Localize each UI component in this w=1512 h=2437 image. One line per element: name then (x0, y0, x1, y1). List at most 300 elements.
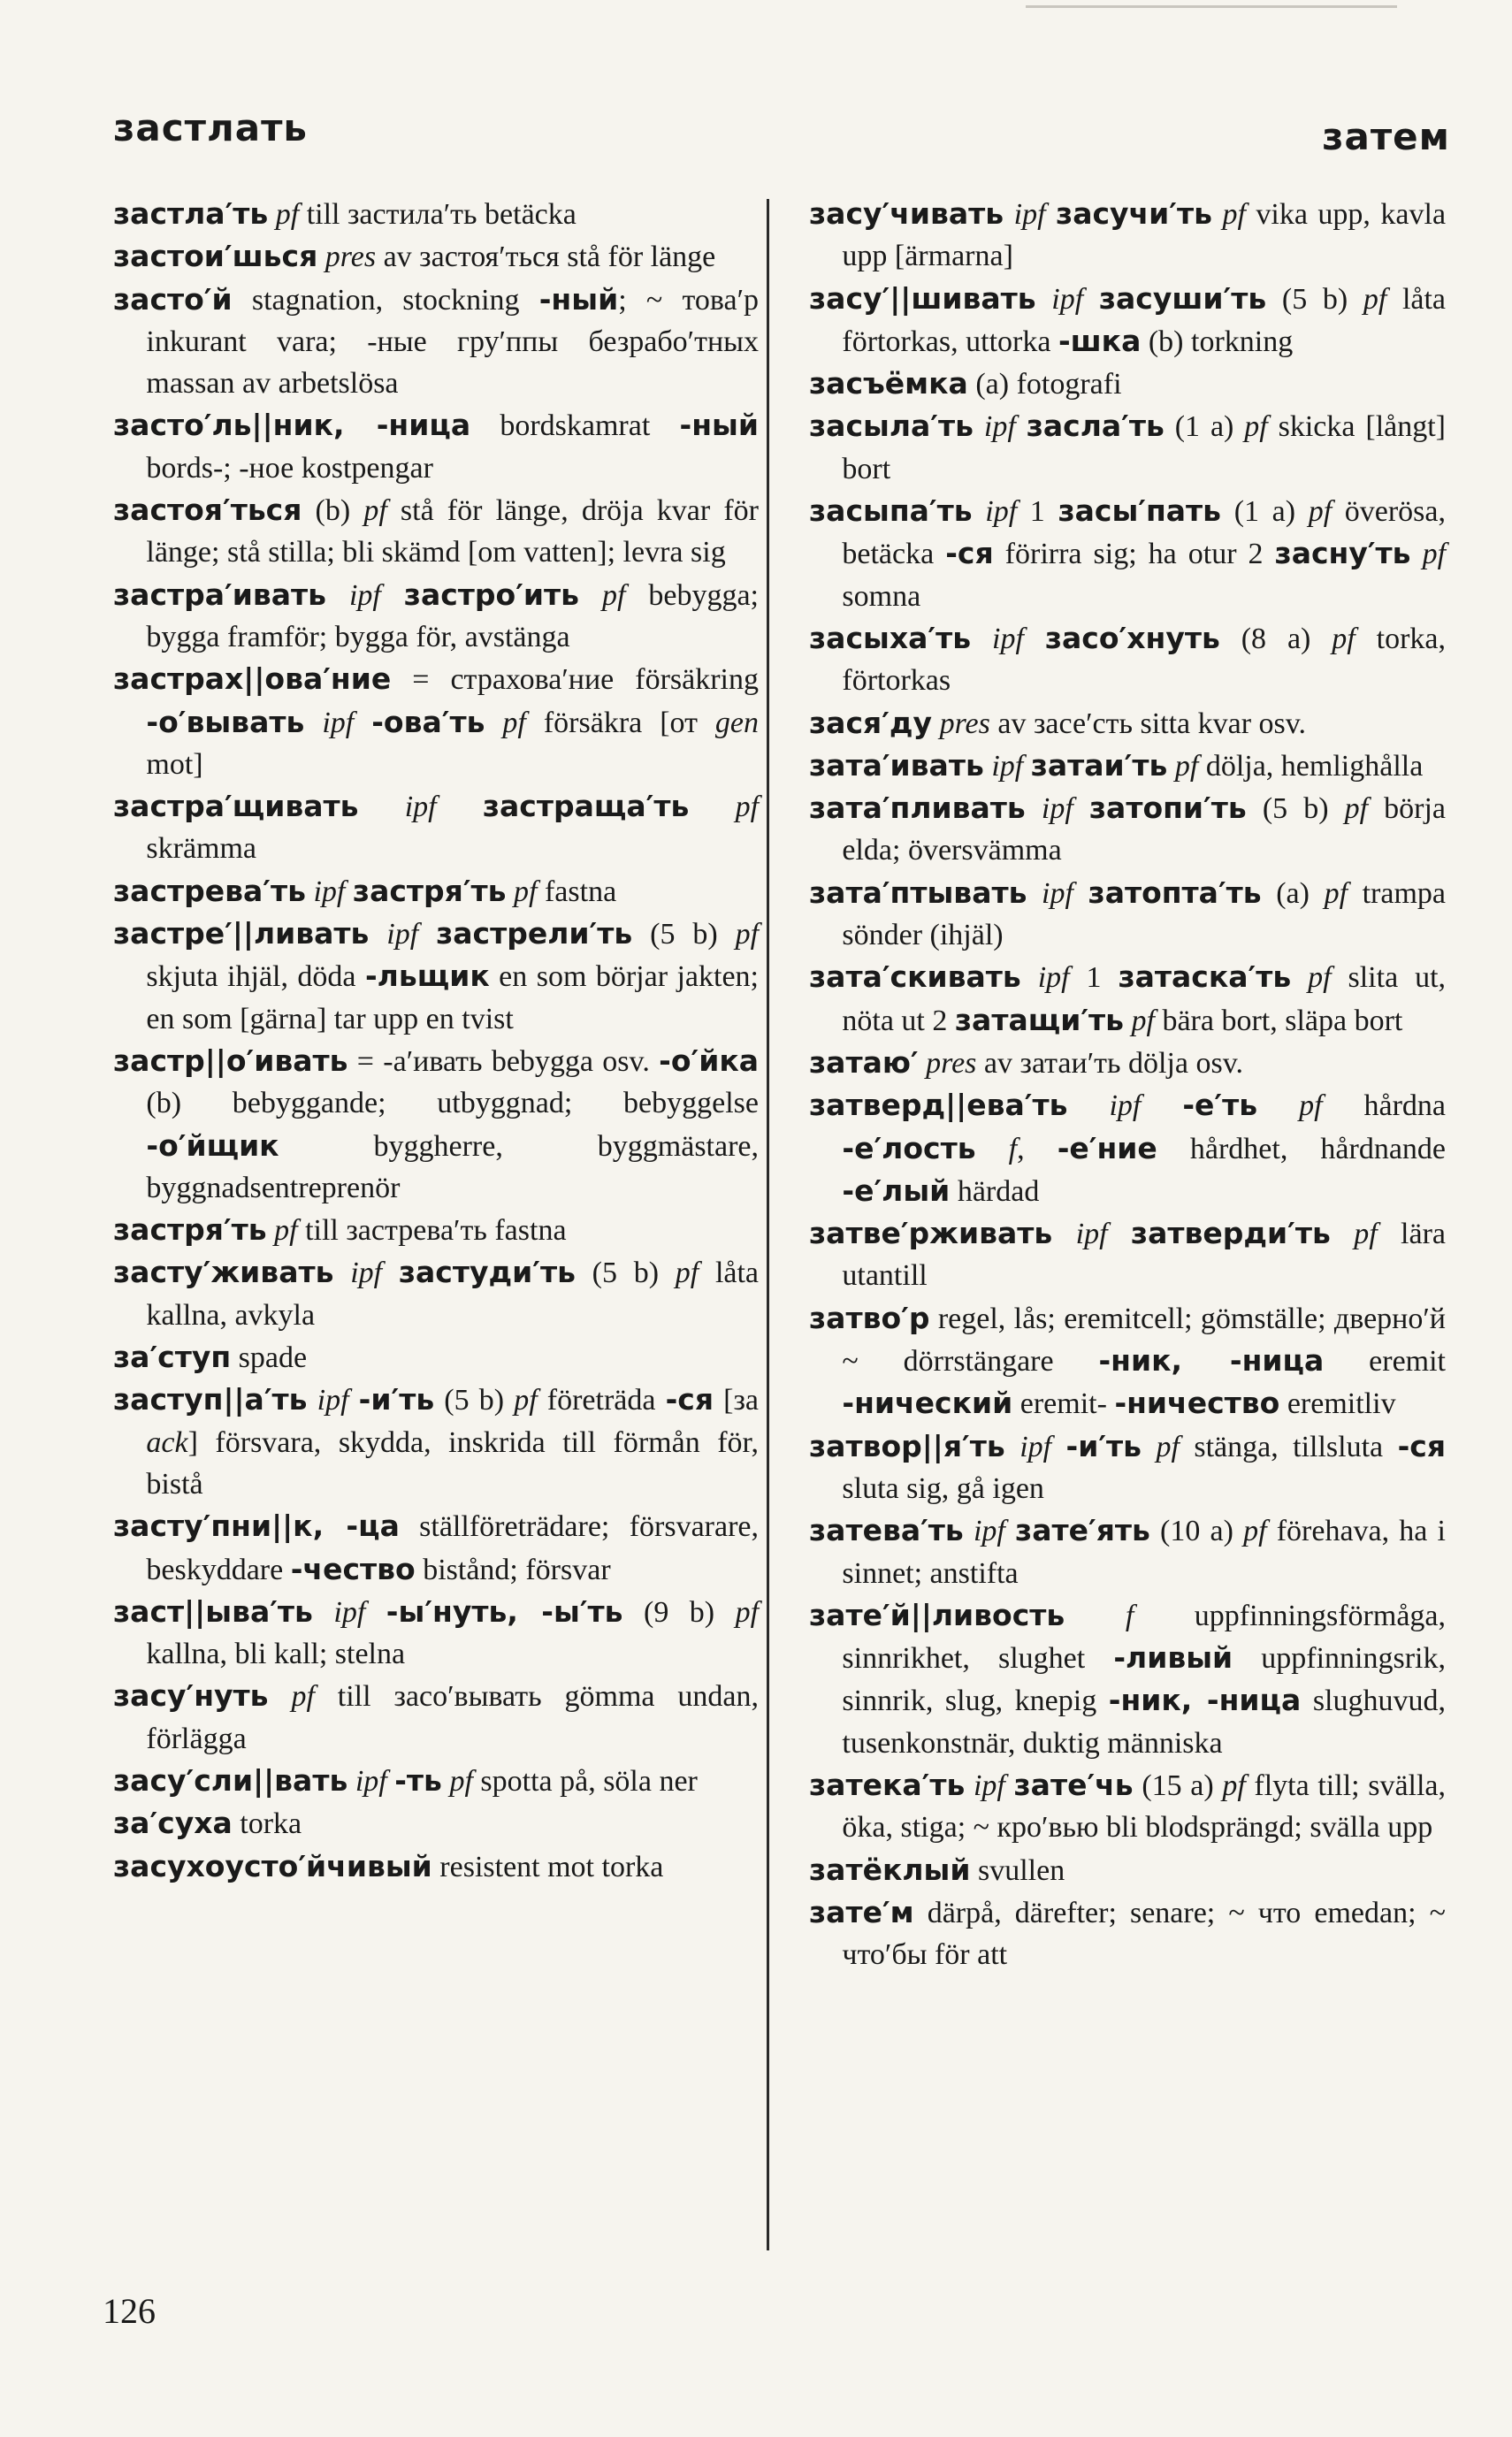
headword: зата′ивать (809, 747, 984, 783)
entry-text: uppfinningsrik, sinnrik, slug, knepig (842, 1642, 1447, 1718)
headword: застоя′ться (113, 493, 302, 528)
headword: -ник, -ница (1108, 1683, 1302, 1718)
entry-text (1005, 1431, 1019, 1463)
headword: затащи′ть (954, 1002, 1125, 1037)
right-column (809, 193, 1446, 1975)
entry-text (1024, 623, 1045, 655)
grammar-label: pf (514, 1384, 538, 1417)
entry-text (973, 495, 986, 528)
headword: затво′р (809, 1300, 930, 1335)
entry-text: (15 a) (1133, 1769, 1223, 1802)
headword: засто′ль||ник, -ница (113, 408, 471, 443)
entry-text (1124, 1005, 1132, 1037)
grammar-label: pf (1244, 410, 1268, 444)
entry-text (1108, 1218, 1131, 1250)
entry-text: (9 b) (622, 1595, 736, 1629)
entry-text (1212, 198, 1222, 231)
dictionary-entry (113, 1379, 759, 1505)
headword: застре′||ливать (113, 916, 370, 951)
entry-text: försäkra [от (525, 706, 715, 739)
headword: -и′ть (358, 1382, 435, 1417)
entry-text: börja elda; översvämma (842, 792, 1447, 867)
entry-text (1005, 1769, 1014, 1802)
grammar-label: pf (735, 918, 760, 951)
headword: засу′сли||вать (113, 1762, 348, 1798)
headword: засту′пни||к, -ца (113, 1509, 400, 1544)
dictionary-entry (113, 279, 759, 405)
entry-text (974, 410, 984, 443)
grammar-label: ipf (313, 875, 346, 908)
column-divider (767, 199, 769, 2250)
headword: застро′ить (403, 577, 580, 612)
entry-text (1067, 1089, 1109, 1122)
entry-text: = страхова′ние försäkring (391, 663, 759, 697)
grammar-label: pf (449, 1764, 473, 1798)
headword: засыпа′ть (809, 493, 973, 529)
entry-text: ; ~ това′р inkurant vara; -ные гру′ппы безрабо′тных massan av arbetslösa (146, 283, 760, 401)
entry-text: (a) (1261, 876, 1325, 910)
entry-text (308, 1384, 317, 1417)
headword: -и′ть (1065, 1428, 1142, 1463)
entry-text: låta förtorkas, uttorka (842, 282, 1447, 358)
grammar-label: pf (1308, 961, 1332, 995)
entry-text (1142, 1431, 1156, 1463)
grammar-label: pf (1299, 1089, 1323, 1123)
grammar-label: ipf (992, 622, 1024, 655)
dictionary-entry (113, 1336, 759, 1379)
dictionary-entry (113, 913, 759, 1040)
headword: за′суха (113, 1806, 233, 1841)
entry-text (1073, 877, 1088, 910)
entry-text (1257, 1089, 1299, 1122)
entry-text (382, 1257, 399, 1289)
dictionary-entry (113, 1209, 759, 1251)
dictionary-entry (809, 490, 1446, 617)
headword: -ливый (1113, 1640, 1233, 1676)
dictionary-entry (113, 870, 759, 913)
dictionary-entry (809, 617, 1446, 702)
headword: засо′хнуть (1044, 620, 1220, 655)
entry-text: ställföreträdare; försvarare, beskyddare (146, 1510, 759, 1586)
entry-text: (1 a) (1221, 495, 1309, 529)
grammar-label: ack (146, 1425, 188, 1459)
entry-text: 1 (1069, 961, 1119, 995)
entry-text (485, 707, 502, 739)
grammar-label: pf (1354, 1218, 1378, 1251)
entry-text (1051, 1431, 1065, 1463)
grammar-label: ipf (1109, 1089, 1142, 1123)
grammar-label: pf (1344, 792, 1369, 826)
headword: засыла′ть (809, 409, 974, 444)
headword: -ть (394, 1762, 442, 1798)
dictionary-entry (809, 1084, 1446, 1212)
headword: засу′чивать (809, 196, 1004, 231)
grammar-label: pf (1174, 749, 1199, 783)
headword: заст||ыва′ть (113, 1593, 313, 1629)
headword: застраща′ть (482, 789, 690, 824)
dictionary-entry (113, 574, 759, 659)
entry-text (1027, 877, 1042, 910)
entry-text: ] försvara, skydda, inskrida till förmån för, bistå (146, 1425, 759, 1501)
dictionary-entry (809, 405, 1446, 490)
headword: застла′ть (113, 196, 269, 231)
headword: -ова′ть (371, 704, 485, 739)
dictionary-entry (809, 278, 1446, 363)
entry-text: hårdhet, hårdnande (1157, 1132, 1447, 1165)
grammar-label: pf (735, 791, 760, 824)
headword: зате′м (809, 1894, 914, 1929)
entry-text: svullen (970, 1853, 1065, 1887)
entry-text (1141, 1089, 1182, 1122)
entry-text (1016, 410, 1027, 443)
entry-text (313, 1596, 333, 1629)
running-head-left: застлать (113, 106, 308, 149)
entry-text: (5 b) (1246, 792, 1345, 826)
grammar-label: pf (502, 706, 526, 739)
grammar-label: pf (675, 1257, 699, 1290)
entry-text: eremitliv (1279, 1387, 1396, 1421)
grammar-label: pf (1222, 1769, 1246, 1802)
entry-text: hårdna (1322, 1089, 1447, 1123)
grammar-label: ipf (317, 1384, 349, 1417)
entry-text (345, 875, 353, 908)
grammar-label: ipf (1041, 792, 1073, 826)
headword: -льщик (364, 959, 490, 994)
headword: -о′йщик (146, 1127, 279, 1163)
entry-text (1046, 198, 1056, 231)
grammar-label: pf (735, 1595, 760, 1629)
dictionary-entry (113, 404, 759, 489)
entry-text (1073, 792, 1089, 825)
dictionary-entry (809, 1425, 1446, 1510)
dictionary-entry (809, 1042, 1446, 1084)
entry-text: spade (231, 1341, 308, 1375)
entry-text (932, 707, 940, 740)
headword: затека′ть (809, 1767, 966, 1802)
entry-text (358, 791, 404, 823)
headword: -ся (1397, 1428, 1447, 1463)
entry-text: skrämma (146, 832, 257, 866)
headword: засла′ть (1026, 409, 1165, 444)
headword: -ы′нуть, -ы′ть (386, 1593, 623, 1629)
entry-text: uppfinningsförmåga, sinnrikhet, slughet (842, 1599, 1446, 1676)
headword: застра′ивать (113, 577, 326, 612)
headword: засу′нуть (113, 1678, 269, 1714)
entry-text: förirra sig; ha otur 2 (993, 538, 1275, 571)
grammar-label: gen (714, 706, 760, 739)
entry-text: torka (232, 1807, 302, 1841)
headword: застрева′ть (113, 873, 306, 908)
entry-text: stänga, tillsluta (1179, 1430, 1398, 1463)
entry-text: trampa sönder (ihjäl) (842, 876, 1446, 952)
dictionary-entry (809, 1891, 1446, 1976)
entry-text: vika upp, kavla upp [ärmarna] (842, 198, 1447, 273)
entry-text: (b) (302, 494, 364, 528)
entry-text (507, 875, 515, 908)
dictionary-entry (809, 1594, 1446, 1764)
headword: застои′шься (113, 239, 318, 274)
entry-text: av застоя′ться stå för länge (376, 241, 716, 274)
dictionary-entry (809, 1297, 1446, 1425)
entry-text: av затаи′ть dölja osv. (976, 1046, 1244, 1080)
dictionary-entry (113, 193, 759, 235)
headword: засухоусто′йчивый (113, 1848, 432, 1883)
entry-text (387, 1765, 395, 1798)
headword: за′ступ (113, 1340, 232, 1375)
entry-text: slita ut, nöta ut 2 (842, 961, 1447, 1037)
grammar-label: pf (275, 198, 300, 231)
grammar-label: pf (1332, 622, 1355, 655)
dictionary-entry (809, 872, 1446, 957)
entry-text: bära bort, släpa bort (1154, 1004, 1403, 1037)
entry-text (333, 1257, 350, 1289)
headword: затёклый (809, 1852, 971, 1887)
headword: -нический (842, 1386, 1013, 1421)
grammar-label: pf (1222, 198, 1246, 231)
entry-text (1004, 198, 1013, 231)
headword: зате′й||ливость (809, 1597, 1065, 1632)
grammar-label: ipf (973, 1769, 1005, 1802)
headword: -е′ние (1057, 1130, 1157, 1165)
entry-text (365, 1596, 386, 1629)
headword: засыха′ть (809, 620, 972, 655)
entry-text: flyta till; svälla, öka, stiga; ~ кро′вью bli blodsprängd; svälla upp (842, 1769, 1447, 1845)
headword: -шка (1058, 323, 1142, 358)
entry-text: (10 a) (1149, 1515, 1244, 1548)
headword: зата′скивать (809, 959, 1021, 995)
entry-text: bebygga; bygga framför; bygga för, avstänga (146, 578, 759, 653)
entry-text: överösa, betäcka (842, 495, 1447, 571)
entry-text: , (1017, 1132, 1058, 1165)
headword: застря′ть (113, 1212, 267, 1248)
grammar-label: ipf (1037, 961, 1070, 995)
entry-text: sluta sig, gå igen (842, 1471, 1044, 1505)
entry-text (1331, 1218, 1354, 1250)
entry-text (267, 1214, 275, 1247)
headword: -о′вывать (146, 704, 305, 739)
entry-text: därpå, därefter; senare; ~ что emedan; ~ что′бы för att (842, 1896, 1446, 1972)
grammar-label: pf (1156, 1430, 1180, 1463)
entry-text (1036, 283, 1052, 316)
entry-text (964, 1515, 974, 1547)
grammar-label: ipf (322, 706, 355, 739)
entry-text: fastna (537, 875, 617, 908)
entry-text: (b) bebyggande; utbyggnad; bebyggelse (146, 1087, 759, 1120)
headword: засту′живать (113, 1255, 334, 1290)
entry-text (579, 579, 602, 612)
entry-text: byggherre, byggmästare, byggnadsentreprenör (146, 1129, 759, 1204)
entry-text: dölja, hemlighålla (1198, 749, 1424, 783)
page-number: 126 (103, 2291, 156, 2331)
entry-text: till застила′ть betäcka (299, 198, 577, 231)
headword: -ник, -ница (1098, 1343, 1325, 1379)
headword: затве′рживать (809, 1216, 1053, 1251)
headword: -о′йка (659, 1043, 759, 1078)
headword: засну′ть (1274, 536, 1411, 571)
headword: затаи′ть (1030, 747, 1168, 783)
entry-text (317, 241, 325, 273)
grammar-label: pf (1363, 282, 1387, 316)
dictionary-entry (809, 193, 1446, 278)
grammar-label: ipf (333, 1595, 366, 1629)
entry-text: 1 (1017, 495, 1058, 529)
entry-text (347, 1765, 355, 1798)
headword: затвор||я′ть (809, 1428, 1005, 1463)
grammar-label: pres (926, 1046, 977, 1080)
headword: засуши′ть (1098, 280, 1267, 316)
entry-text: (a) fotografi (967, 368, 1122, 401)
headword: -ный (538, 281, 619, 317)
entry-text (354, 707, 371, 739)
grammar-label: pf (291, 1680, 315, 1714)
entry-text: slughuvud, tusenkonstnär, duktig människa (842, 1685, 1446, 1760)
headword: затверди′ть (1130, 1216, 1331, 1251)
dictionary-entry (809, 1212, 1446, 1297)
entry-text: till засо′вывать gömma undan, förlägga (146, 1680, 759, 1755)
headword: засучи′ть (1056, 196, 1213, 231)
headword: затопи′ть (1088, 791, 1247, 826)
entry-text (381, 579, 404, 612)
headword: -е′лость (842, 1130, 976, 1165)
grammar-label: ipf (1075, 1218, 1108, 1251)
entry-text (1052, 1218, 1075, 1250)
headword: затева′ть (809, 1513, 964, 1548)
grammar-label: ipf (973, 1515, 1005, 1548)
headword: засто′й (113, 281, 233, 317)
entry-text (304, 707, 322, 739)
entry-text: till застрева′ть fastna (297, 1214, 567, 1248)
dictionary-entry (113, 1802, 759, 1845)
entry-text: en som börjar jakten; en som [gärna] tar upp en tvist (146, 960, 759, 1035)
top-edge-rule (1026, 5, 1397, 8)
grammar-label: ipf (348, 578, 381, 612)
entry-text (1021, 961, 1038, 994)
entry-text (437, 791, 483, 823)
dictionary-entry (113, 1591, 759, 1676)
entry-text (326, 579, 349, 612)
entry-text: låta kallna, avkyla (146, 1257, 760, 1332)
headword: застрели′ть (436, 916, 633, 951)
headword: -ся (945, 536, 994, 571)
headword: -ся (665, 1382, 714, 1417)
entry-text: företräda (537, 1384, 666, 1417)
dictionary-entry (113, 1505, 759, 1591)
dictionary-entry (809, 363, 1446, 405)
dictionary-entry (113, 1675, 759, 1760)
entry-text: (5 b) (632, 918, 736, 951)
headword: засъёмка (809, 366, 968, 401)
entry-text: skicka [långt] bort (842, 410, 1446, 485)
headword: затверд||ева′ть (809, 1088, 1068, 1123)
dictionary-entry (809, 1509, 1446, 1594)
dictionary-entry (113, 658, 759, 785)
entry-text: (5 b) (575, 1257, 676, 1290)
grammar-label: ipf (355, 1764, 387, 1798)
grammar-label: ipf (983, 410, 1016, 444)
headword: затопта′ть (1088, 875, 1262, 910)
entry-text (1291, 961, 1308, 994)
entry-text: (5 b) (1266, 282, 1363, 316)
grammar-label: ipf (404, 791, 437, 824)
grammar-label: pf (1308, 495, 1333, 529)
entry-text: = -а′ивать bebygga osv. (347, 1044, 660, 1078)
grammar-label: f (1125, 1599, 1134, 1632)
entry-text (1167, 750, 1175, 783)
headword: застр||о′ивать (113, 1043, 348, 1078)
grammar-label: pf (363, 494, 387, 528)
grammar-label: ipf (1051, 282, 1084, 316)
entry-text: torka, förtorkas (842, 622, 1447, 698)
dictionary-entry (809, 1764, 1446, 1849)
entry-text: (8 a) (1219, 622, 1333, 655)
entry-text: härdad (950, 1174, 1040, 1208)
grammar-label: ipf (1013, 198, 1046, 231)
entry-text (965, 1769, 974, 1802)
headword: застра′щивать (113, 789, 359, 824)
entry-text: av засе′сть sitta kvar osv. (989, 707, 1307, 740)
entry-text (919, 1047, 927, 1080)
entry-text (1411, 538, 1423, 570)
dictionary-entry (113, 1845, 759, 1888)
entry-text: stå för länge, dröja kvar för länge; stå stilla; bli skämd [om vatten]; levra sig (146, 494, 759, 569)
entry-text: somna (842, 579, 921, 613)
grammar-label: pf (514, 875, 538, 908)
dictionary-entry (809, 1849, 1446, 1891)
entry-text (689, 791, 735, 823)
headword: -ный (679, 408, 760, 443)
entry-text (976, 1133, 1009, 1165)
entry-text (269, 1680, 292, 1713)
headword: -е′лый (842, 1173, 951, 1208)
entry-text: eremit- (1012, 1387, 1115, 1421)
entry-text (1065, 1600, 1126, 1632)
headword: заступ||а′ть (113, 1382, 308, 1417)
entry-text (418, 918, 436, 951)
entry-text: bordskamrat (470, 409, 680, 443)
grammar-label: pres (325, 241, 377, 274)
entry-text: regel, lås; eremitcell; gömställe; дверно′й ~ dörrstängare (842, 1302, 1446, 1379)
entry-text: spotta på, söla ner (472, 1764, 698, 1798)
grammar-label: ipf (985, 495, 1018, 529)
grammar-label: ipf (1042, 876, 1073, 910)
headword: застрах||ова′ние (113, 661, 392, 697)
entry-text (349, 1384, 359, 1417)
headword: застря′ть (352, 873, 507, 908)
headword: зата′пливать (809, 791, 1026, 826)
entry-text: (5 b) (434, 1384, 515, 1417)
dictionary-entry (113, 785, 759, 870)
grammar-label: ipf (386, 918, 419, 951)
entry-text: lära utantill (842, 1218, 1447, 1293)
headword: засу′||шивать (809, 280, 1036, 316)
headword: затаска′ть (1118, 959, 1292, 995)
entry-text (1023, 750, 1031, 783)
grammar-label: pres (939, 707, 990, 740)
grammar-label: pf (601, 578, 626, 612)
entry-text: eremit (1324, 1345, 1446, 1379)
headword: зася′ду (809, 705, 933, 740)
headword: -е′ть (1182, 1088, 1258, 1123)
grammar-label: ipf (1019, 1430, 1052, 1463)
entry-text: bistånd; försvar (415, 1553, 611, 1586)
dictionary-entry (113, 235, 759, 278)
headword: засы′пать (1058, 493, 1222, 529)
grammar-label: pf (1131, 1004, 1155, 1037)
entry-text (369, 918, 386, 951)
entry-text: [за (714, 1384, 760, 1417)
dictionary-entry (809, 956, 1446, 1042)
left-column (113, 193, 759, 1888)
